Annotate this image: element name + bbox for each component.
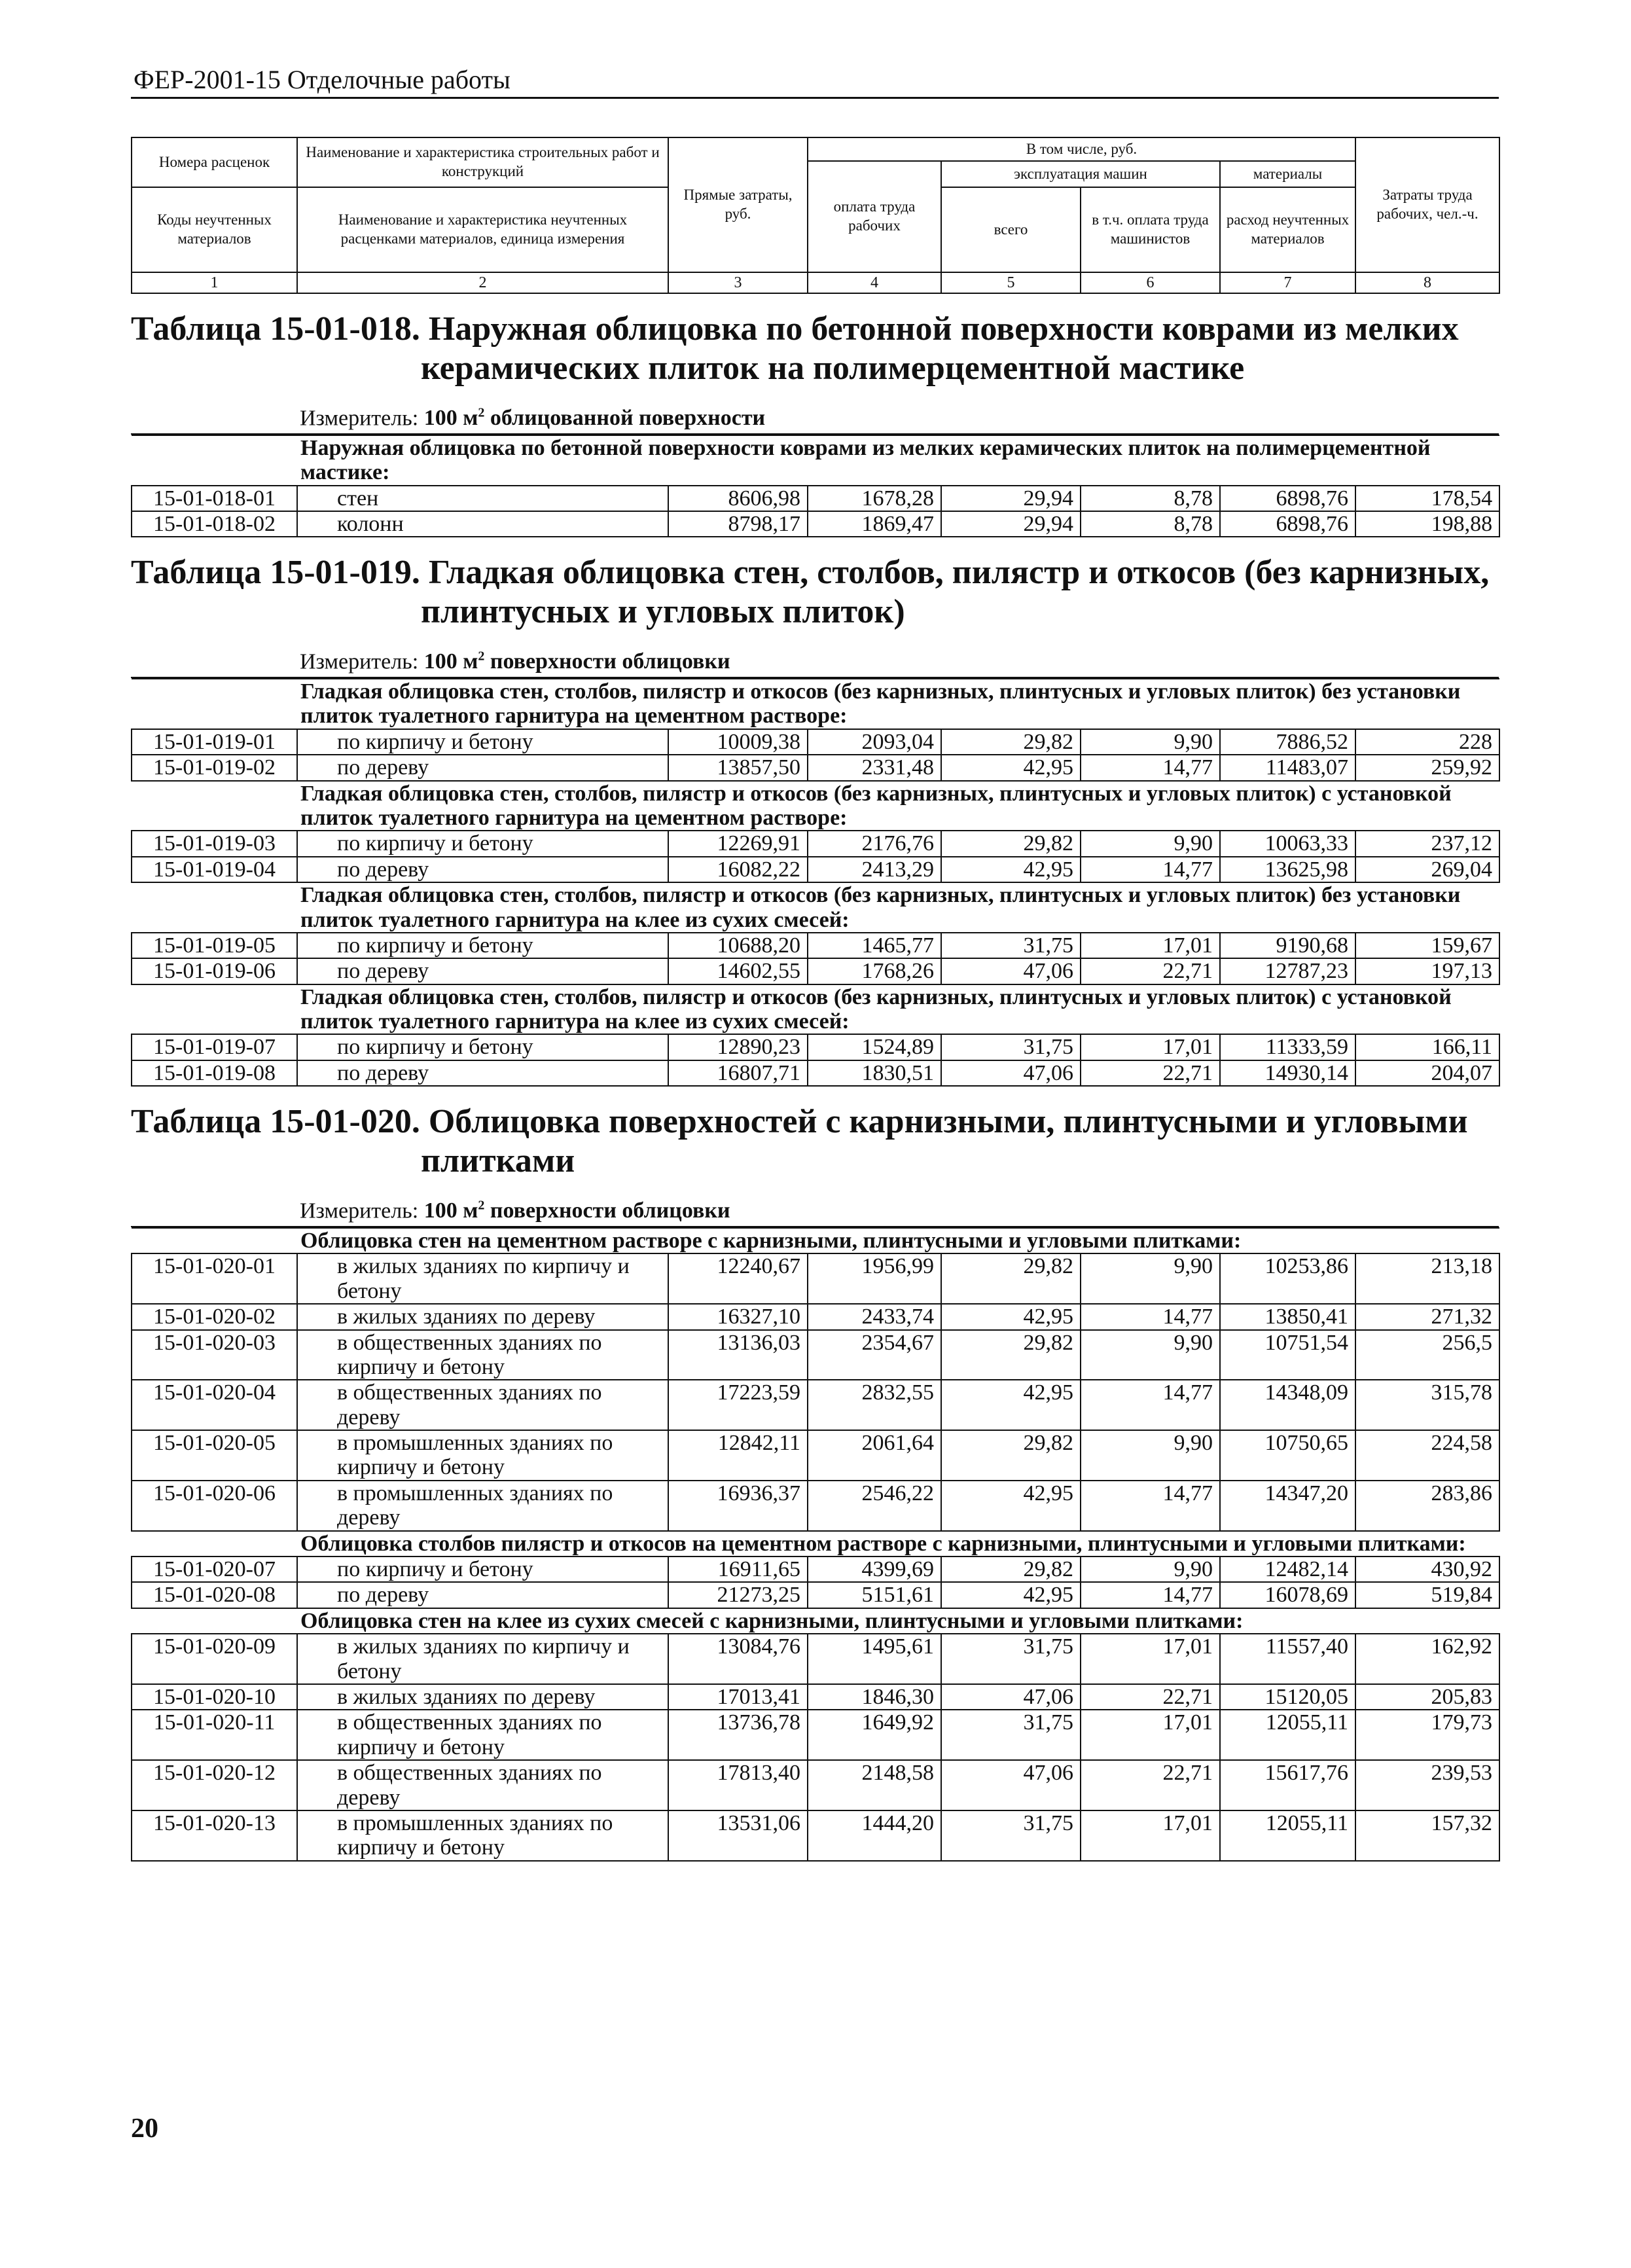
rate-code: 15-01-019-03 xyxy=(132,831,297,856)
machines-total: 31,75 xyxy=(941,1710,1081,1760)
table-row xyxy=(132,1304,1499,1329)
machinists-pay: 22,71 xyxy=(1081,1760,1220,1810)
work-name: в жилых зданиях по дереву xyxy=(297,1304,668,1329)
direct-costs: 12842,11 xyxy=(668,1430,808,1481)
machines-total: 29,82 xyxy=(941,1430,1081,1481)
rate-code: 15-01-020-05 xyxy=(132,1430,297,1481)
labor-pay: 1465,77 xyxy=(808,933,941,958)
machines-total: 31,75 xyxy=(941,933,1081,958)
header-num-1: 1 xyxy=(132,272,297,293)
work-name: в общественных зданиях по кирпичу и бетону xyxy=(297,1710,668,1760)
rates-table xyxy=(131,1227,1500,1862)
work-name: в промышленных зданиях по кирпичу и бетону xyxy=(297,1810,668,1861)
rate-code: 15-01-020-09 xyxy=(132,1634,297,1684)
work-name: в промышленных зданиях по кирпичу и бетону xyxy=(297,1430,668,1481)
materials: 11483,07 xyxy=(1220,755,1355,780)
table-row xyxy=(132,1253,1499,1304)
machines-total: 31,75 xyxy=(941,1034,1081,1060)
direct-costs: 16911,65 xyxy=(668,1557,808,1582)
materials: 15617,76 xyxy=(1220,1760,1355,1810)
machinists-pay: 14,77 xyxy=(1081,857,1220,882)
page-number: 20 xyxy=(131,2114,158,2144)
labor-hours: 271,32 xyxy=(1355,1304,1499,1329)
table-row xyxy=(132,831,1499,856)
labor-hours: 159,67 xyxy=(1355,933,1499,958)
machinists-pay: 17,01 xyxy=(1081,1710,1220,1760)
machinists-pay: 17,01 xyxy=(1081,1810,1220,1861)
group-heading-row xyxy=(132,781,1499,831)
labor-pay: 1678,28 xyxy=(808,486,941,511)
labor-pay: 4399,69 xyxy=(808,1557,941,1582)
labor-pay: 1524,89 xyxy=(808,1034,941,1060)
header-machines-total: всего xyxy=(941,187,1081,272)
machinists-pay: 14,77 xyxy=(1081,1380,1220,1430)
header-labor-pay: оплата труда рабочих xyxy=(808,161,941,272)
materials: 14347,20 xyxy=(1220,1481,1355,1531)
materials: 11333,59 xyxy=(1220,1034,1355,1060)
materials: 13850,41 xyxy=(1220,1304,1355,1329)
work-name: по кирпичу и бетону xyxy=(297,729,668,755)
machinists-pay: 9,90 xyxy=(1081,729,1220,755)
meter-prefix: Измеритель: xyxy=(300,649,419,674)
table-meter xyxy=(131,1198,1499,1227)
machinists-pay: 22,71 xyxy=(1081,1684,1220,1710)
work-name: в общественных зданиях по дереву xyxy=(297,1760,668,1810)
rate-code: 15-01-019-01 xyxy=(132,729,297,755)
machines-total: 47,06 xyxy=(941,1060,1081,1086)
rate-table-section xyxy=(131,553,1499,1087)
machinists-pay: 9,90 xyxy=(1081,831,1220,856)
meter-value: 100 м xyxy=(423,649,478,674)
header-rule xyxy=(131,97,1499,99)
rate-code: 15-01-020-04 xyxy=(132,1380,297,1430)
materials: 10750,65 xyxy=(1220,1430,1355,1481)
direct-costs: 13736,78 xyxy=(668,1710,808,1760)
labor-hours: 224,58 xyxy=(1355,1430,1499,1481)
group-heading-row xyxy=(132,435,1499,486)
work-name: по дереву xyxy=(297,755,668,780)
materials: 12055,11 xyxy=(1220,1810,1355,1861)
labor-hours: 269,04 xyxy=(1355,857,1499,882)
labor-pay: 1444,20 xyxy=(808,1810,941,1861)
table-row xyxy=(132,1810,1499,1861)
group-heading: Гладкая облицовка стен, столбов, пилястр и откосов (без карнизных, плинтусных и угловых плиток) с установкой плиток туалетного гарнитура на цементном растворе: xyxy=(132,781,1499,831)
materials: 12482,14 xyxy=(1220,1557,1355,1582)
group-heading: Облицовка столбов пилястр и откосов на цементном растворе с карнизными, плинтусными и угловыми плитками: xyxy=(132,1531,1499,1557)
work-name: в жилых зданиях по кирпичу и бетону xyxy=(297,1634,668,1684)
header-materials: материалы xyxy=(1220,161,1355,187)
labor-hours: 239,53 xyxy=(1355,1760,1499,1810)
labor-pay: 1956,99 xyxy=(808,1253,941,1304)
meter-value: 100 м xyxy=(423,405,478,430)
header-labor: Затраты труда рабочих, чел.-ч. xyxy=(1355,137,1499,272)
materials: 11557,40 xyxy=(1220,1634,1355,1684)
machinists-pay: 17,01 xyxy=(1081,1034,1220,1060)
labor-pay: 1869,47 xyxy=(808,511,941,537)
rate-code: 15-01-020-08 xyxy=(132,1582,297,1608)
labor-hours: 256,5 xyxy=(1355,1330,1499,1380)
direct-costs: 13084,76 xyxy=(668,1634,808,1684)
group-heading: Гладкая облицовка стен, столбов, пилястр и откосов (без карнизных, плинтусных и угловых плиток) без установки плиток туалетного гарнитура на цементном растворе: xyxy=(132,679,1499,729)
table-row xyxy=(132,1557,1499,1582)
table-row xyxy=(132,1430,1499,1481)
machinists-pay: 9,90 xyxy=(1081,1253,1220,1304)
labor-pay: 2413,29 xyxy=(808,857,941,882)
group-heading-row xyxy=(132,984,1499,1035)
direct-costs: 8798,17 xyxy=(668,511,808,537)
machines-total: 29,82 xyxy=(941,1253,1081,1304)
meter-exponent: 2 xyxy=(478,405,485,420)
direct-costs: 12269,91 xyxy=(668,831,808,856)
labor-pay: 1649,92 xyxy=(808,1710,941,1760)
work-name: по дереву xyxy=(297,857,668,882)
labor-hours: 213,18 xyxy=(1355,1253,1499,1304)
labor-hours: 198,88 xyxy=(1355,511,1499,537)
rates-table xyxy=(131,678,1500,1087)
group-heading: Облицовка стен на клее из сухих смесей с карнизными, плинтусными и угловыми плитками: xyxy=(132,1608,1499,1634)
machines-total: 47,06 xyxy=(941,1760,1081,1810)
table-row xyxy=(132,1481,1499,1531)
labor-pay: 2546,22 xyxy=(808,1481,941,1531)
group-heading: Гладкая облицовка стен, столбов, пилястр и откосов (без карнизных, плинтусных и угловых плиток) без установки плиток туалетного гарнитура на клее из сухих смесей: xyxy=(132,882,1499,933)
rate-code: 15-01-019-08 xyxy=(132,1060,297,1086)
rate-code: 15-01-020-02 xyxy=(132,1304,297,1329)
machines-total: 31,75 xyxy=(941,1810,1081,1861)
table-title-line-2: керамических плиток на полимерцементной мастике xyxy=(421,349,1245,387)
rate-code: 15-01-020-12 xyxy=(132,1760,297,1810)
group-heading-row xyxy=(132,679,1499,729)
header-num-2: 2 xyxy=(297,272,668,293)
header-col1-top: Номера расценок xyxy=(132,137,297,187)
materials: 13625,98 xyxy=(1220,857,1355,882)
rate-code: 15-01-020-06 xyxy=(132,1481,297,1531)
running-header: ФЕР-2001-15 Отделочные работы xyxy=(134,65,511,94)
header-num-4: 4 xyxy=(808,272,941,293)
work-name: по кирпичу и бетону xyxy=(297,1557,668,1582)
rate-code: 15-01-020-01 xyxy=(132,1253,297,1304)
group-heading-row xyxy=(132,882,1499,933)
work-name: по дереву xyxy=(297,1582,668,1608)
table-row xyxy=(132,1060,1499,1086)
rate-code: 15-01-020-11 xyxy=(132,1710,297,1760)
machines-total: 29,82 xyxy=(941,1557,1081,1582)
machinists-pay: 9,90 xyxy=(1081,1430,1220,1481)
labor-hours: 157,32 xyxy=(1355,1810,1499,1861)
labor-pay: 5151,61 xyxy=(808,1582,941,1608)
machines-total: 42,95 xyxy=(941,1380,1081,1430)
table-row xyxy=(132,511,1499,537)
rate-code: 15-01-018-02 xyxy=(132,511,297,537)
rate-code: 15-01-020-13 xyxy=(132,1810,297,1861)
rate-code: 15-01-020-07 xyxy=(132,1557,297,1582)
machinists-pay: 14,77 xyxy=(1081,1304,1220,1329)
materials: 16078,69 xyxy=(1220,1582,1355,1608)
rate-code: 15-01-018-01 xyxy=(132,486,297,511)
labor-pay: 2331,48 xyxy=(808,755,941,780)
machinists-pay: 14,77 xyxy=(1081,1481,1220,1531)
work-name: в жилых зданиях по дереву xyxy=(297,1684,668,1710)
materials: 15120,05 xyxy=(1220,1684,1355,1710)
direct-costs: 14602,55 xyxy=(668,958,808,984)
table-row xyxy=(132,1760,1499,1810)
direct-costs: 21273,25 xyxy=(668,1582,808,1608)
header-num-5: 5 xyxy=(941,272,1081,293)
header-num-8: 8 xyxy=(1355,272,1499,293)
group-heading-row xyxy=(132,1228,1499,1253)
machinists-pay: 17,01 xyxy=(1081,933,1220,958)
rate-code: 15-01-019-02 xyxy=(132,755,297,780)
meter-exponent: 2 xyxy=(478,1198,485,1213)
header-machinists-pay: в т.ч. оплата труда машинистов xyxy=(1081,187,1220,272)
labor-pay: 2148,58 xyxy=(808,1760,941,1810)
table-row xyxy=(132,1634,1499,1684)
labor-pay: 2176,76 xyxy=(808,831,941,856)
machines-total: 42,95 xyxy=(941,1304,1081,1329)
machinists-pay: 8,78 xyxy=(1081,511,1220,537)
work-name: колонн xyxy=(297,511,668,537)
table-row xyxy=(132,1034,1499,1060)
group-heading: Наружная облицовка по бетонной поверхности коврами из мелких керамических плиток на полимерцементной мастике: xyxy=(132,435,1499,486)
work-name: в общественных зданиях по кирпичу и бетону xyxy=(297,1330,668,1380)
machines-total: 42,95 xyxy=(941,1481,1081,1531)
machinists-pay: 9,90 xyxy=(1081,1330,1220,1380)
meter-prefix: Измеритель: xyxy=(300,1198,419,1223)
labor-hours: 178,54 xyxy=(1355,486,1499,511)
direct-costs: 16082,22 xyxy=(668,857,808,882)
materials: 10253,86 xyxy=(1220,1253,1355,1304)
machinists-pay: 17,01 xyxy=(1081,1634,1220,1684)
rate-code: 15-01-020-03 xyxy=(132,1330,297,1380)
machinists-pay: 22,71 xyxy=(1081,1060,1220,1086)
header-materials-sub: расход неучтенных материалов xyxy=(1220,187,1355,272)
rates-table xyxy=(131,435,1500,538)
machines-total: 42,95 xyxy=(941,755,1081,780)
meter-unit: поверхности облицовки xyxy=(484,1198,730,1223)
labor-pay: 1495,61 xyxy=(808,1634,941,1684)
direct-costs: 16936,37 xyxy=(668,1481,808,1531)
machines-total: 29,94 xyxy=(941,486,1081,511)
machinists-pay: 14,77 xyxy=(1081,755,1220,780)
table-title-line-2: плитками xyxy=(421,1142,575,1180)
labor-hours: 162,92 xyxy=(1355,1634,1499,1684)
work-name: в общественных зданиях по дереву xyxy=(297,1380,668,1430)
machinists-pay: 9,90 xyxy=(1081,1557,1220,1582)
table-row xyxy=(132,486,1499,511)
materials: 12055,11 xyxy=(1220,1710,1355,1760)
machines-total: 29,82 xyxy=(941,1330,1081,1380)
labor-pay: 1768,26 xyxy=(808,958,941,984)
materials: 10751,54 xyxy=(1220,1330,1355,1380)
table-row xyxy=(132,1684,1499,1710)
meter-exponent: 2 xyxy=(478,649,485,664)
labor-pay: 2832,55 xyxy=(808,1380,941,1430)
table-row xyxy=(132,755,1499,780)
table-row xyxy=(132,729,1499,755)
table-row xyxy=(132,1330,1499,1380)
table-row xyxy=(132,958,1499,984)
table-row xyxy=(132,1710,1499,1760)
direct-costs: 17013,41 xyxy=(668,1684,808,1710)
labor-hours: 197,13 xyxy=(1355,958,1499,984)
header-col2-top: Наименование и характеристика строительных работ и конструкций xyxy=(297,137,668,187)
labor-pay: 2093,04 xyxy=(808,729,941,755)
table-row xyxy=(132,857,1499,882)
machines-total: 42,95 xyxy=(941,857,1081,882)
table-title-line-1: Гладкая облицовка стен, столбов, пилястр и откосов (без карнизных, xyxy=(428,554,1490,592)
labor-hours: 204,07 xyxy=(1355,1060,1499,1086)
meter-prefix: Измеритель: xyxy=(300,405,419,430)
rate-code: 15-01-019-07 xyxy=(132,1034,297,1060)
labor-pay: 2433,74 xyxy=(808,1304,941,1329)
machines-total: 47,06 xyxy=(941,1684,1081,1710)
machines-total: 42,95 xyxy=(941,1582,1081,1608)
meter-unit: облицованной поверхности xyxy=(484,405,766,430)
work-name: по кирпичу и бетону xyxy=(297,933,668,958)
direct-costs: 10688,20 xyxy=(668,933,808,958)
labor-hours: 259,92 xyxy=(1355,755,1499,780)
labor-hours: 430,92 xyxy=(1355,1557,1499,1582)
labor-hours: 237,12 xyxy=(1355,831,1499,856)
table-title-line-1: Облицовка поверхностей с карнизными, плинтусными и угловыми xyxy=(428,1103,1468,1141)
table-meter xyxy=(131,405,1499,435)
meter-unit: поверхности облицовки xyxy=(484,649,730,674)
machinists-pay: 22,71 xyxy=(1081,958,1220,984)
materials: 12787,23 xyxy=(1220,958,1355,984)
rate-code: 15-01-019-04 xyxy=(132,857,297,882)
labor-hours: 519,84 xyxy=(1355,1582,1499,1608)
work-name: по дереву xyxy=(297,1060,668,1086)
direct-costs: 16807,71 xyxy=(668,1060,808,1086)
direct-costs: 10009,38 xyxy=(668,729,808,755)
header-num-3: 3 xyxy=(668,272,808,293)
table-row xyxy=(132,933,1499,958)
rate-code: 15-01-019-06 xyxy=(132,958,297,984)
work-name: в промышленных зданиях по дереву xyxy=(297,1481,668,1531)
materials: 9190,68 xyxy=(1220,933,1355,958)
machinists-pay: 8,78 xyxy=(1081,486,1220,511)
labor-pay: 1846,30 xyxy=(808,1684,941,1710)
direct-costs: 17223,59 xyxy=(668,1380,808,1430)
group-heading: Облицовка стен на цементном растворе с карнизными, плинтусными и угловыми плитками: xyxy=(132,1228,1499,1253)
labor-pay: 1830,51 xyxy=(808,1060,941,1086)
machines-total: 31,75 xyxy=(941,1634,1081,1684)
header-num-6: 6 xyxy=(1081,272,1220,293)
machinists-pay: 14,77 xyxy=(1081,1582,1220,1608)
table-number: Таблица 15-01-020. xyxy=(131,1103,420,1141)
machines-total: 29,94 xyxy=(941,511,1081,537)
direct-costs: 16327,10 xyxy=(668,1304,808,1329)
labor-hours: 315,78 xyxy=(1355,1380,1499,1430)
header-col2-bottom: Наименование и характеристика неучтенных расценками материалов, единица измерения xyxy=(297,187,668,272)
header-num-7: 7 xyxy=(1220,272,1355,293)
rate-code: 15-01-019-05 xyxy=(132,933,297,958)
rate-table-section xyxy=(131,310,1499,537)
rate-code: 15-01-020-10 xyxy=(132,1684,297,1710)
materials: 14348,09 xyxy=(1220,1380,1355,1430)
direct-costs: 13857,50 xyxy=(668,755,808,780)
table-row xyxy=(132,1380,1499,1430)
table-title xyxy=(131,553,1499,592)
direct-costs: 17813,40 xyxy=(668,1760,808,1810)
labor-hours: 283,86 xyxy=(1355,1481,1499,1531)
header-machines: эксплуатация машин xyxy=(941,161,1220,187)
table-row xyxy=(132,1582,1499,1608)
rate-tables xyxy=(131,310,1499,1862)
group-heading: Гладкая облицовка стен, столбов, пилястр и откосов (без карнизных, плинтусных и угловых плиток) с установкой плиток туалетного гарнитура на клее из сухих смесей: xyxy=(132,984,1499,1035)
direct-costs: 8606,98 xyxy=(668,486,808,511)
labor-hours: 166,11 xyxy=(1355,1034,1499,1060)
labor-hours: 179,73 xyxy=(1355,1710,1499,1760)
document-page xyxy=(131,65,1499,1862)
materials: 7886,52 xyxy=(1220,729,1355,755)
group-heading-row xyxy=(132,1608,1499,1634)
table-title-line-2: плинтусных и угловых плиток) xyxy=(421,593,905,631)
table-title xyxy=(131,310,1499,349)
labor-pay: 2061,64 xyxy=(808,1430,941,1481)
direct-costs: 13136,03 xyxy=(668,1330,808,1380)
labor-hours: 205,83 xyxy=(1355,1684,1499,1710)
work-name: по кирпичу и бетону xyxy=(297,1034,668,1060)
table-title-line-1: Наружная облицовка по бетонной поверхности коврами из мелких xyxy=(428,310,1459,348)
column-header-table xyxy=(131,137,1500,294)
meter-value: 100 м xyxy=(423,1198,478,1223)
table-number: Таблица 15-01-019. xyxy=(131,554,420,592)
group-heading-row xyxy=(132,1531,1499,1557)
materials: 10063,33 xyxy=(1220,831,1355,856)
machines-total: 47,06 xyxy=(941,958,1081,984)
header-direct-costs: Прямые затраты, руб. xyxy=(668,137,808,272)
table-number: Таблица 15-01-018. xyxy=(131,310,420,348)
direct-costs: 13531,06 xyxy=(668,1810,808,1861)
direct-costs: 12240,67 xyxy=(668,1253,808,1304)
table-title xyxy=(131,1102,1499,1142)
header-col1-bottom: Коды неучтенных материалов xyxy=(132,187,297,272)
materials: 6898,76 xyxy=(1220,511,1355,537)
materials: 6898,76 xyxy=(1220,486,1355,511)
rate-table-section xyxy=(131,1102,1499,1861)
work-name: в жилых зданиях по кирпичу и бетону xyxy=(297,1253,668,1304)
header-including: В том числе, руб. xyxy=(808,137,1355,161)
direct-costs: 12890,23 xyxy=(668,1034,808,1060)
table-meter xyxy=(131,649,1499,678)
work-name: по кирпичу и бетону xyxy=(297,831,668,856)
machines-total: 29,82 xyxy=(941,729,1081,755)
materials: 14930,14 xyxy=(1220,1060,1355,1086)
work-name: стен xyxy=(297,486,668,511)
machines-total: 29,82 xyxy=(941,831,1081,856)
work-name: по дереву xyxy=(297,958,668,984)
labor-pay: 2354,67 xyxy=(808,1330,941,1380)
labor-hours: 228 xyxy=(1355,729,1499,755)
